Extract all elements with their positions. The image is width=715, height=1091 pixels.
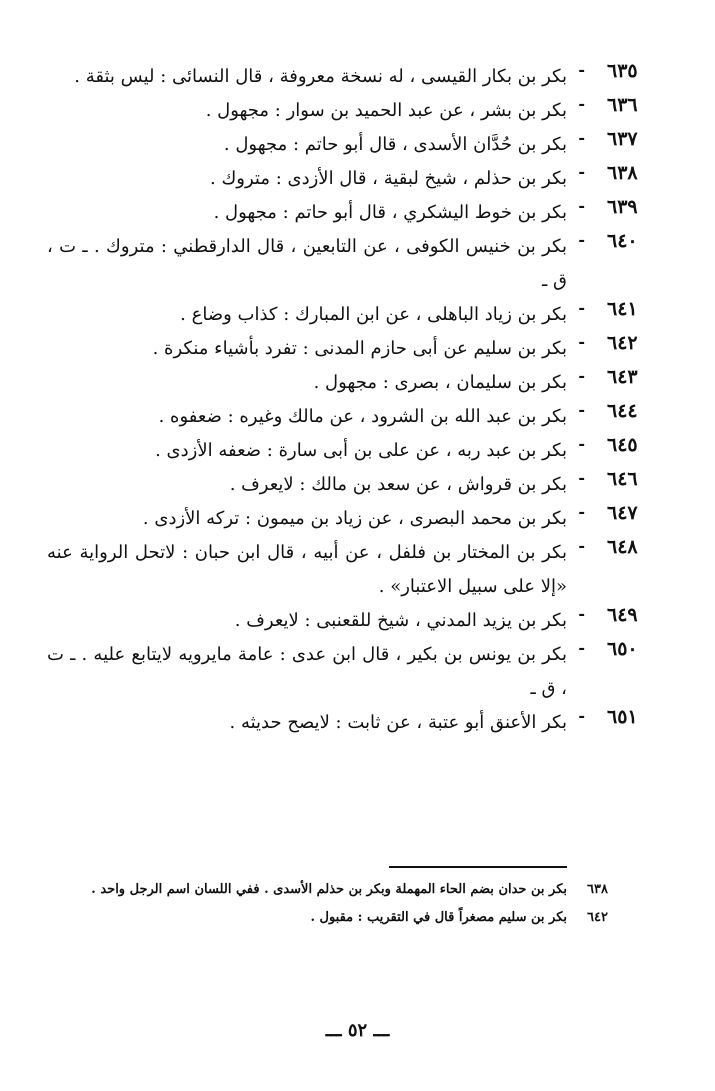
entry-dash: - <box>578 536 585 555</box>
footnote-divider <box>389 866 567 868</box>
entry-text: بكر بن عبد ربه ، عن على بن أبى سارة : ضعفه الأزدى . <box>155 440 567 461</box>
entry-dash: - <box>578 366 585 385</box>
entry-dash: - <box>578 298 585 317</box>
entry-text: بكر بن سليم عن أبى حازم المدنى : تفرد بأشياء منكرة . <box>152 338 567 359</box>
entry-dash: - <box>578 332 585 351</box>
entry <box>47 468 638 502</box>
entry-dash: - <box>578 230 585 249</box>
entry-text: بكر بن بكار القيسى ، له نسخة معروفة ، قال النسائى : ليس بثقة . <box>74 66 567 87</box>
entry-text: بكر بن يزيد المدني ، شيخ للقعنبى : لايعرف . <box>234 610 567 631</box>
entry-text: بكر بن خنيس الكوفى ، عن التابعين ، قال الدارقطني : متروك . ـ ت ، ق ـ <box>47 236 567 291</box>
entry <box>47 366 638 400</box>
entry-text: بكر بن خوط اليشكري ، قال أبو حاتم : مجهول . <box>213 202 567 223</box>
entry <box>47 400 638 434</box>
entry-text: بكر الأعنق أبو عتبة ، عن ثابت : لايصح حديثه . <box>229 712 567 733</box>
entry-dash: - <box>578 468 585 487</box>
footnote-text: بكر بن سليم مصغراً قال في التقريب : مقبول . <box>310 910 567 925</box>
footnote <box>47 904 608 932</box>
entry-dash: - <box>578 196 585 215</box>
entry <box>47 162 638 196</box>
footnotes <box>47 876 608 932</box>
entry-dash: - <box>578 162 585 181</box>
entry-text: بكر بن حُدَّان الأسدى ، قال أبو حاتم : مجهول . <box>223 134 567 155</box>
entry-text: بكر بن محمد البصرى ، عن زياد بن ميمون : تركه الأزدى . <box>142 508 567 529</box>
entry <box>47 434 638 468</box>
entry-dash: - <box>578 502 585 521</box>
entry <box>47 706 638 740</box>
entry-number: ٦٣٨ <box>607 162 638 184</box>
entry-number: ٦٣٩ <box>607 196 638 218</box>
entry-text: بكر بن حذلم ، شيخ لبقية ، قال الأزدى : متروك . <box>210 168 567 189</box>
entry-number: ٦٤٩ <box>607 604 638 626</box>
entry-number: ٦٤٠ <box>607 230 638 252</box>
entry-number: ٦٤٨ <box>607 536 638 558</box>
entry <box>47 502 638 536</box>
entry-text: بكر بن عبد الله بن الشرود ، عن مالك وغيره : ضعفوه . <box>158 406 567 427</box>
entry-dash: - <box>578 604 585 623</box>
entry-text: بكر بن يونس بن بكير ، قال ابن عدى : عامة مايرويه لايتابع عليه . ـ ت ، ق ـ <box>47 644 567 699</box>
footnote <box>47 876 608 904</box>
entry-number: ٦٥١ <box>607 706 638 728</box>
footnote-text: بكر بن حدان بضم الحاء المهملة وبكر بن حذلم الأسدى . ففي اللسان اسم الرجل واحد . <box>91 882 567 897</box>
entry <box>47 638 638 706</box>
entry-number: ٦٤٤ <box>607 400 638 422</box>
entry-number: ٦٤٦ <box>607 468 638 490</box>
entry-number: ٦٤٧ <box>607 502 638 524</box>
entry-text: بكر بن سليمان ، بصرى : مجهول . <box>313 372 567 393</box>
entry <box>47 604 638 638</box>
entry <box>47 94 638 128</box>
entry-text: بكر بن زياد الباهلى ، عن ابن المبارك : كذاب وضاع . <box>180 304 567 325</box>
entry-text: بكر بن قرواش ، عن سعد بن مالك : لايعرف . <box>229 474 567 495</box>
entry-number: ٦٤٥ <box>607 434 638 456</box>
entry-number: ٦٥٠ <box>607 638 638 660</box>
footnote-number: ٦٣٨ <box>587 882 608 897</box>
entry-number: ٦٣٧ <box>607 128 638 150</box>
page-number: ـــ ٥٢ ـــ <box>325 1020 390 1041</box>
entry-number: ٦٤١ <box>607 298 638 320</box>
entry-number: ٦٣٦ <box>607 94 638 116</box>
entry-text: بكر بن المختار بن فلفل ، عن أبيه ، قال ابن حبان : لاتحل الرواية عنه «إلا على سبيل الاعتبار» . <box>47 542 567 597</box>
entries-list <box>47 60 638 740</box>
entry-text: بكر بن بشر ، عن عبد الحميد بن سوار : مجهول . <box>205 100 567 121</box>
entry <box>47 60 638 94</box>
entry-dash: - <box>578 706 585 725</box>
entry-dash: - <box>578 400 585 419</box>
entry <box>47 332 638 366</box>
entry <box>47 128 638 162</box>
entry <box>47 230 638 298</box>
entry-dash: - <box>578 434 585 453</box>
entry-dash: - <box>578 60 585 79</box>
entry-dash: - <box>578 128 585 147</box>
entry-dash: - <box>578 638 585 657</box>
entry <box>47 196 638 230</box>
entry-number: ٦٤٣ <box>607 366 638 388</box>
entry-number: ٦٣٥ <box>607 60 638 82</box>
entry-number: ٦٤٢ <box>607 332 638 354</box>
entry-dash: - <box>578 94 585 113</box>
footnote-number: ٦٤٢ <box>587 910 608 925</box>
entry <box>47 536 638 604</box>
entry <box>47 298 638 332</box>
